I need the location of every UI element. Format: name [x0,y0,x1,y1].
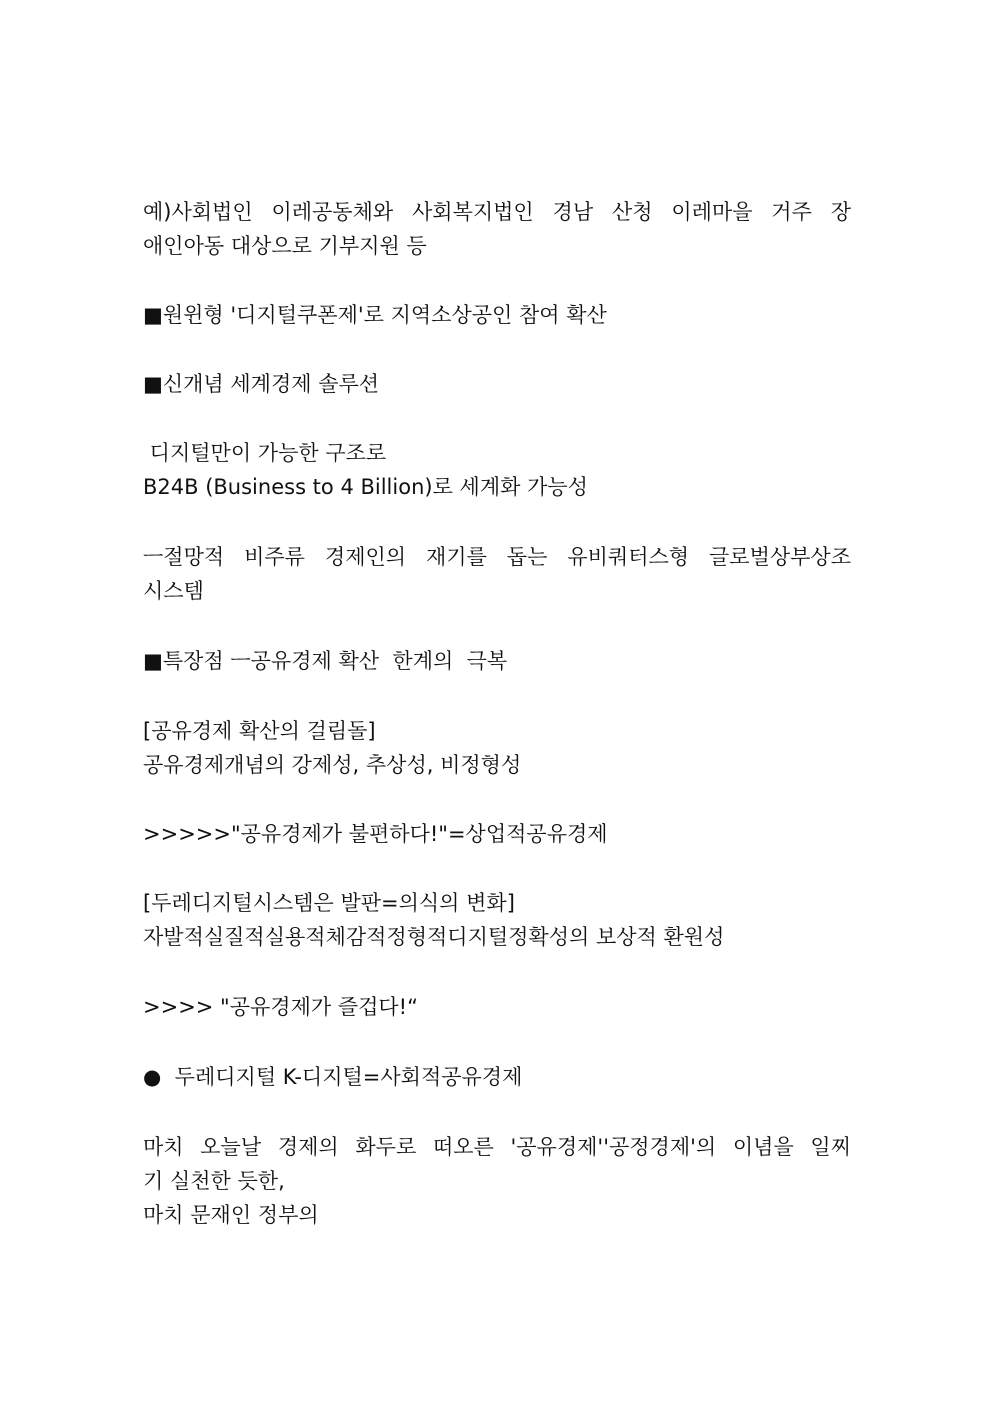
text-line-sharing-fair-economy-cont: 기 실천한 듯한, [143,1169,285,1193]
text-line-enjoyable: >>>> "공유경제가 즐겁다!“ [143,995,418,1019]
text-line-dure-system: 자발적실질적실용적체감적정형적디지털정확성의 보상적 환원성 [143,925,725,949]
heading-special-features: ■특장점 ㅡ공유경제 확산 한계의 극복 [143,649,508,673]
text-line-dure-system-title: [두레디지털시스템은 발판=의식의 변화] [143,891,515,915]
text-line-global-mutual-aid: ㅡ절망적 비주류 경제인의 재기를 돕는 유비쿼터스형 글로벌상부상조 [143,545,851,569]
text-line-example-support-cont: 애인아동 대상으로 기부지원 등 [143,234,427,258]
heading-global-economy-solution: ■신개념 세계경제 솔루션 [143,372,380,396]
text-line-system: 시스템 [143,579,204,603]
text-line-government: 마치 문재인 정부의 [143,1203,319,1227]
text-line-example-support: 예)사회법인 이레공동체와 사회복지법인 경남 산청 이레마을 거주 장 [143,200,851,224]
text-line-obstacles-title: [공유경제 확산의 걸림돌] [143,719,376,743]
text-line-inconvenient: >>>>>"공유경제가 불편하다!"=상업적공유경제 [143,822,608,846]
text-line-obstacles: 공유경제개념의 강제성, 추상성, 비정형성 [143,753,522,777]
text-line-digital-structure: 디지털만이 가능한 구조로 [143,441,387,465]
text-line-b24b: B24B (Business to 4 Billion)로 세계화 가능성 [143,475,588,499]
heading-coupon-system: ■원윈형 '디지털쿠폰제'로 지역소상공인 참여 확산 [143,303,607,327]
bullet-dure-digital: ● 두레디지털 K-디지털=사회적공유경제 [143,1065,523,1089]
text-line-sharing-fair-economy: 마치 오늘날 경제의 화두로 떠오른 '공유경제''공정경제'의 이념을 일찌 [143,1135,851,1159]
